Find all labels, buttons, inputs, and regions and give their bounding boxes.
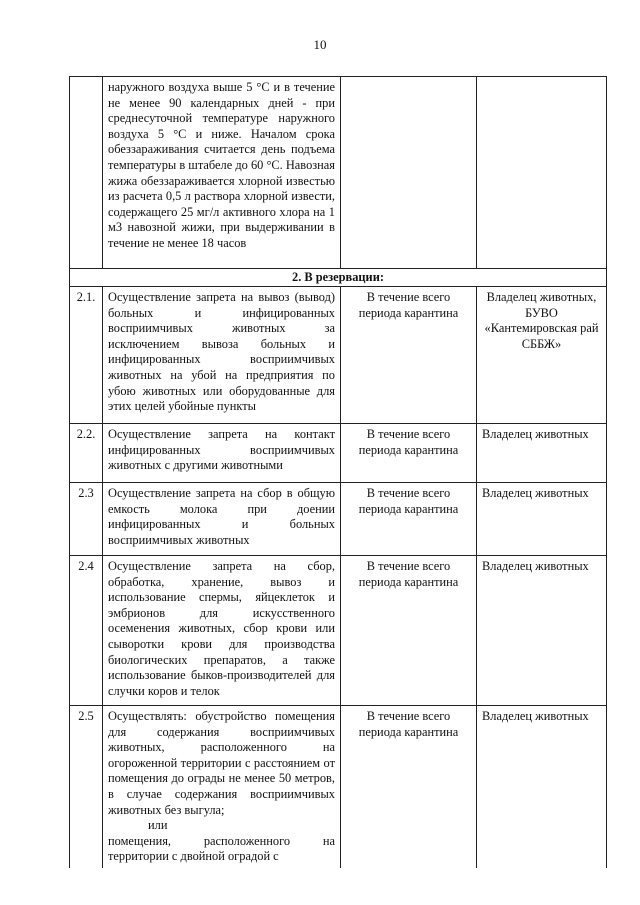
term-text: В течение всего периода карантина [341,424,477,483]
term-text [341,77,477,269]
table-row [70,556,607,706]
page-number: 10 [313,37,327,52]
term-text: В течение всего периода карантина [341,706,477,868]
row-number: 2.2. [70,424,103,483]
term-text: В течение всего периода карантина [341,287,477,424]
row-number: 2.5 [70,706,103,868]
measures-table [69,76,607,868]
measure-text [103,706,341,868]
row-number [70,77,103,269]
table-row [70,287,607,424]
term-text: В течение всего периода карантина [341,556,477,706]
table-row [70,706,607,868]
table-row-continuation [70,77,607,269]
measure-text-part1: Осуществлять: обустройство помещения для содержания восприимчивых животных, расположенного на огороженной территории с расстоянием от помещения до ограды не менее 50 метров, в случае содержания восприимчивых животных без выгула; [108,709,335,817]
responsible-text: Владелец животных, БУВО «Кантемировская рай СББЖ» [477,287,607,424]
measure-text: Осуществление запрета на сбор в общую емкость молока при доении инфицированных и больных восприимчивых животных [103,483,341,556]
responsible-text [477,77,607,269]
measure-text: Осуществление запрета на вывоз (вывод) больных и инфицированных восприимчивых животных за исключением вывоза больных и инфицированных восприимчивых животных на убой на предприятия по убою животных или оборудованные для этих целей убойные пункты [103,287,341,424]
section-title: 2. В резервации: [70,269,607,287]
measure-text: наружного воздуха выше 5 °С и в течение не менее 90 календарных дней - при среднесуточной температуре наружного воздуха 5 °С и ниже. Началом срока обеззараживания считается день подъема температуры в штабеле до 60 °С. Навозная жижа обеззараживается хлорной известью из расчета 0,5 л раствора хлорной извести, содержащего 25 мг/л активного хлора на 1 м3 навозной жижи, при выдерживании в течение не менее 18 часов [103,77,341,269]
measure-text-part2: помещения, расположенного на территории с двойной оградой с [108,833,335,864]
measure-text-or: или [148,818,168,833]
responsible-text: Владелец животных [477,424,607,483]
responsible-text: Владелец животных [477,706,607,868]
measure-text: Осуществление запрета на сбор, обработка, хранение, вывоз и использование спермы, яйцеклеток и эмбрионов для искусственного осеменения животных, сбор крови или сыворотки крови для производства биологических препаратов, а также использование быков-производителей для случки коров и телок [103,556,341,706]
measure-text: Осуществление запрета на контакт инфицированных восприимчивых животных с другими животными [103,424,341,483]
term-text: В течение всего периода карантина [341,483,477,556]
row-number: 2.3 [70,483,103,556]
table-row [70,424,607,483]
responsible-text: Владелец животных [477,556,607,706]
row-number: 2.1. [70,287,103,424]
responsible-text: Владелец животных [477,483,607,556]
section-header-row [70,269,607,287]
row-number: 2.4 [70,556,103,706]
table-row [70,483,607,556]
